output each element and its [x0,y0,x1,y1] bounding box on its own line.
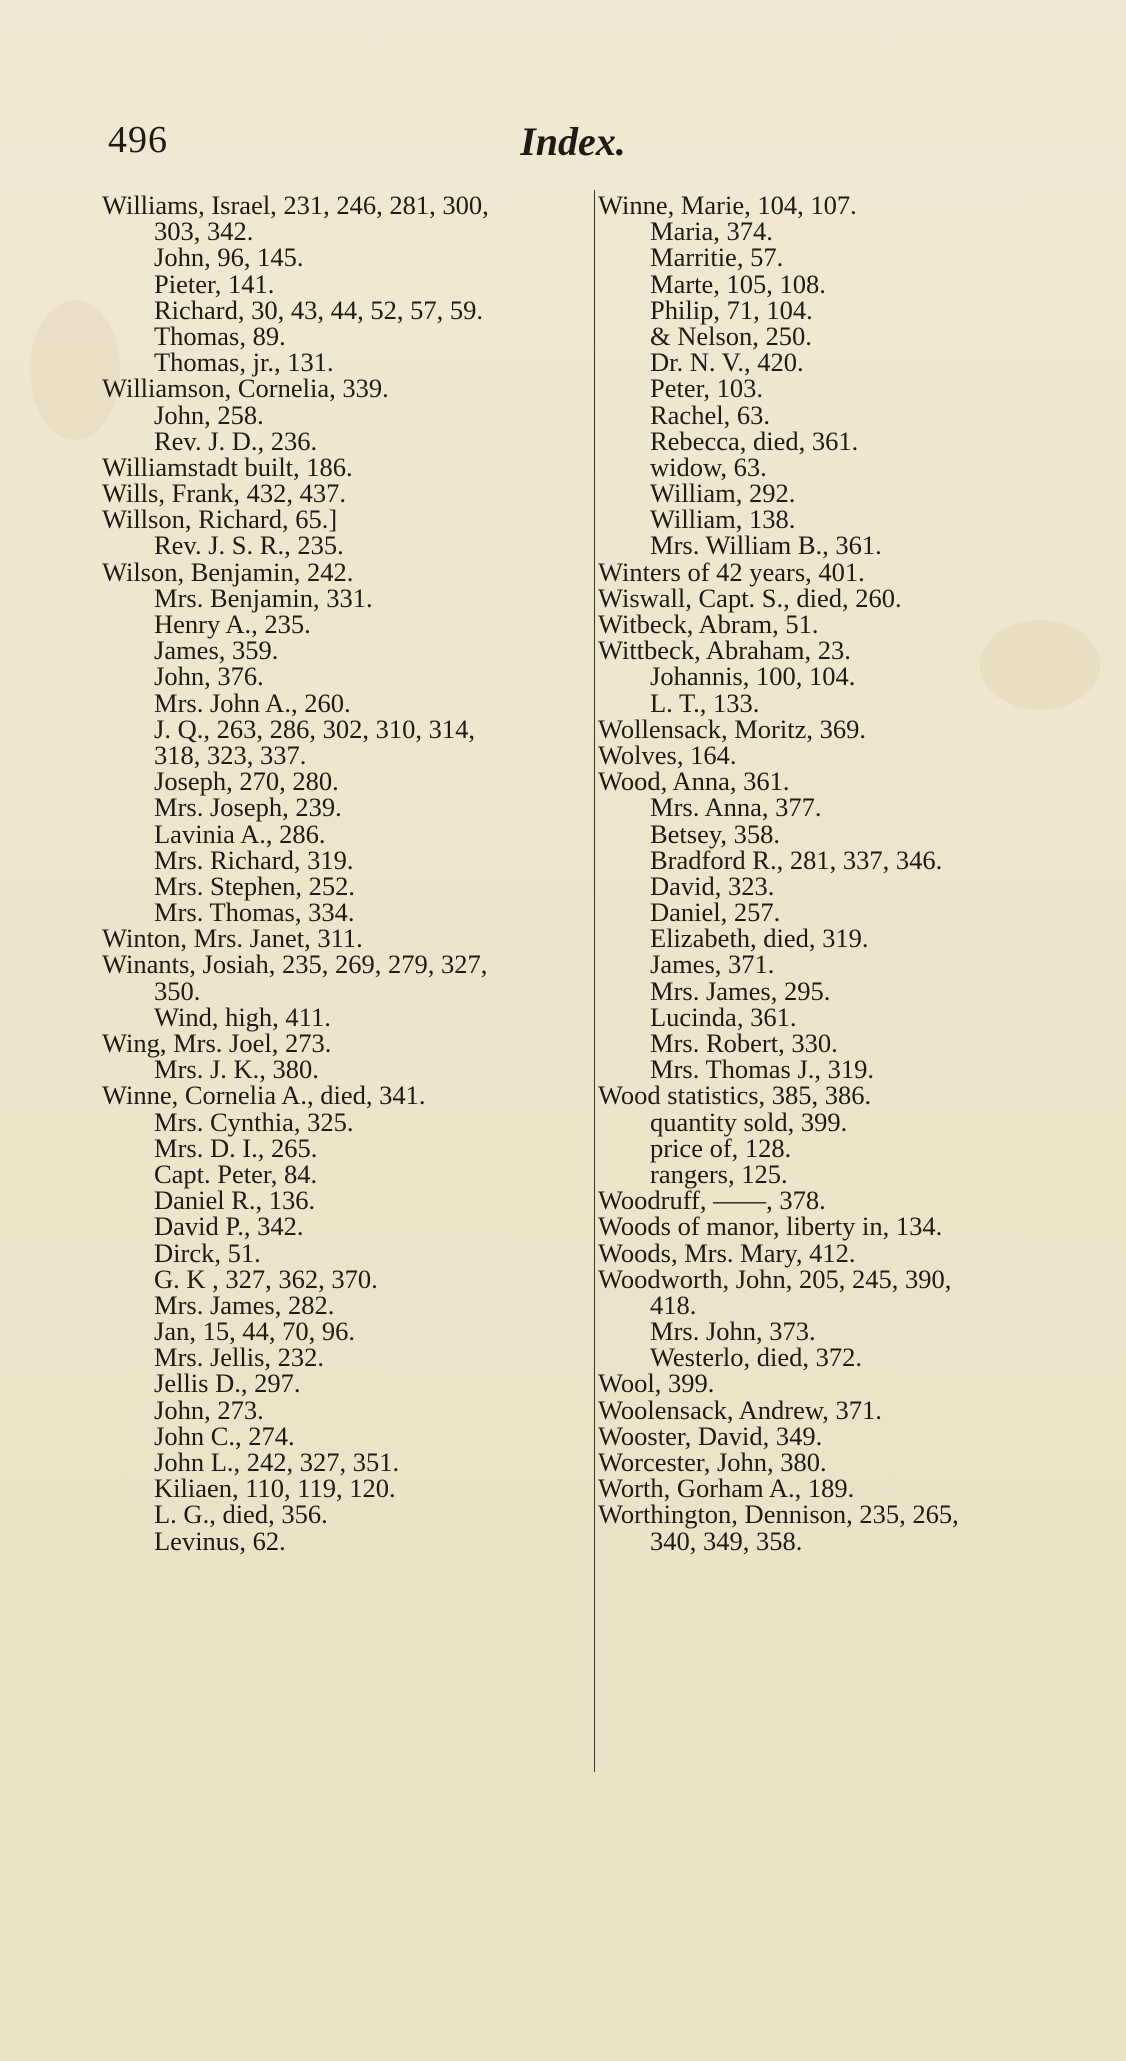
index-column-right [598,192,1068,1554]
index-subentry: Joseph, 270, 280. [154,766,339,797]
index-subentry: Rebecca, died, 361. [650,425,859,456]
index-subentry: Johannis, 100, 104. [650,661,856,692]
index-subentry: James, 359. [154,635,279,666]
index-subentry: Jan, 15, 44, 70, 96. [154,1316,355,1347]
index-subentry: Westerlo, died, 372. [650,1342,863,1373]
index-entry: Wilson, Benjamin, 242. [102,556,354,587]
index-subentry: price of, 128. [650,1132,792,1163]
index-subentry: Pieter, 141. [154,268,275,299]
index-subentry: John C., 274. [154,1420,295,1451]
index-subentry: Jellis D., 297. [154,1368,301,1399]
index-entry: Winton, Mrs. Janet, 311. [102,923,363,954]
index-subentry: Mrs. William B., 361. [650,530,882,561]
index-entry: Winants, Josiah, 235, 269, 279, 327, [102,949,488,980]
index-subentry: David, 323. [650,870,775,901]
index-entry: Winters of 42 years, 401. [598,556,865,587]
index-entry: Woodworth, John, 205, 245, 390, [598,1263,952,1294]
index-subentry: J. Q., 263, 286, 302, 310, 314, [154,713,475,744]
index-subentry: Kiliaen, 110, 119, 120. [154,1473,396,1504]
index-subentry: Mrs. Cynthia, 325. [154,1106,354,1137]
index-entry: Williamson, Cornelia, 339. [102,373,389,404]
index-subentry: James, 371. [650,949,775,980]
index-subentry: Mrs. Stephen, 252. [154,870,355,901]
index-entry: Worth, Gorham A., 189. [598,1473,855,1504]
index-entry-continuation: 340, 349, 358. [650,1525,803,1556]
index-subentry: Richard, 30, 43, 44, 52, 57, 59. [154,294,484,325]
index-entry-continuation: 418. [650,1289,697,1320]
index-subentry: Mrs. Joseph, 239. [154,792,342,823]
index-subentry: John, 273. [154,1394,264,1425]
index-subentry: Peter, 103. [650,373,764,404]
index-subentry: Mrs. D. I., 265. [154,1132,318,1163]
column-divider [594,190,595,1772]
index-subentry: Mrs. Thomas, 334. [154,897,355,928]
index-subentry: Betsey, 358. [650,818,781,849]
index-entry: Worcester, John, 380. [598,1447,827,1477]
index-subentry: Mrs. John, 373. [650,1316,816,1347]
index-subentry: Marritie, 57. [650,242,784,273]
index-subentry: Bradford R., 281, 337, 346. [650,844,943,875]
index-subentry: quantity sold, 399. [650,1106,848,1137]
index-subentry: Philip, 71, 104. [650,294,813,325]
index-subentry: widow, 63. [650,451,767,482]
index-entry: Woods, Mrs. Mary, 412. [598,1237,856,1268]
index-subentry: William, 292. [650,478,796,509]
index-subentry: Maria, 374. [650,216,773,247]
index-subentry: Thomas, 89. [154,320,286,351]
index-entry: Witbeck, Abram, 51. [598,609,819,639]
index-subentry: Elizabeth, died, 319. [650,923,869,954]
index-entry: Woolensack, Andrew, 371. [598,1394,882,1425]
index-subentry: David P., 342. [154,1211,304,1242]
index-subentry: Wind, high, 411. [154,1001,331,1032]
index-subentry: John, 376. [154,661,264,692]
index-subentry: Rev. J. D., 236. [154,425,318,456]
index-subentry: Mrs. John A., 260. [154,687,351,718]
index-subentry: John L., 242, 327, 351. [154,1447,400,1477]
index-subentry: & Nelson, 250. [650,320,812,351]
index-entry: Williamstadt built, 186. [102,451,353,482]
index-subentry: Mrs. Richard, 319. [154,844,354,875]
index-subentry: John, 258. [154,399,264,430]
index-entry: Wills, Frank, 432, 437. [102,478,347,509]
index-entry: Wollensack, Moritz, 369. [598,713,866,744]
index-entry: Wool, 399. [598,1368,715,1399]
index-subentry: William, 138. [650,504,796,535]
index-subentry: Dirck, 51. [154,1237,261,1268]
index-entry: Williams, Israel, 231, 246, 281, 300, [102,190,489,220]
index-subentry: Lavinia A., 286. [154,818,326,849]
index-entry: Wing, Mrs. Joel, 273. [102,1028,332,1058]
index-entry: Winne, Cornelia A., died, 341. [102,1080,426,1111]
index-subentry: Daniel R., 136. [154,1185,316,1216]
index-subentry: Mrs. J. K., 380. [154,1054,319,1085]
index-entry: Wiswall, Capt. S., died, 260. [598,582,902,613]
index-subentry: Daniel, 257. [650,897,781,928]
index-entry: Woodruff, ——, 378. [598,1185,826,1216]
index-entry: Wittbeck, Abraham, 23. [598,635,851,666]
index-subentry: Dr. N. V., 420. [650,347,804,378]
page-header [108,118,1038,168]
index-subentry: Thomas, jr., 131. [154,347,334,378]
page-number: 496 [108,119,168,161]
index-subentry: Levinus, 62. [154,1525,286,1556]
index-subentry: L. G., died, 356. [154,1499,328,1530]
index-entry: Winne, Marie, 104, 107. [598,190,857,220]
index-subentry: Mrs. James, 295. [650,975,831,1006]
index-subentry: Mrs. Anna, 377. [650,792,822,823]
index-entry: Wolves, 164. [598,739,737,770]
index-subentry: Mrs. Robert, 330. [650,1028,838,1058]
index-entry: Wooster, David, 349. [598,1420,823,1451]
index-subentry: Capt. Peter, 84. [154,1158,318,1189]
index-subentry: rangers, 125. [650,1158,788,1189]
index-subentry: John, 96, 145. [154,242,304,273]
index-subentry: G. K , 327, 362, 370. [154,1263,378,1294]
index-subentry: L. T., 133. [650,687,760,718]
index-subentry: Rev. J. S. R., 235. [154,530,344,561]
index-entry-continuation: 318, 323, 337. [154,739,307,770]
index-subentry: Mrs. Thomas J., 319. [650,1054,875,1085]
index-entry: Wood statistics, 385, 386. [598,1080,872,1111]
index-subentry: Mrs. Jellis, 232. [154,1342,325,1373]
index-entry-continuation: 303, 342. [154,216,254,247]
index-entry-continuation: 350. [154,975,201,1006]
index-column-left [102,192,592,1554]
running-head: Index. [520,119,626,164]
index-entry: Willson, Richard, 65.] [102,504,338,535]
index-subentry: Henry A., 235. [154,609,311,639]
index-entry: Woods of manor, liberty in, 134. [598,1211,943,1242]
index-entry: Wood, Anna, 361. [598,766,790,797]
index-subentry: Rachel, 63. [650,399,770,430]
index-subentry: Mrs. James, 282. [154,1289,335,1320]
index-subentry: Lucinda, 361. [650,1001,797,1032]
index-entry: Worthington, Dennison, 235, 265, [598,1499,959,1530]
index-subentry: Marte, 105, 108. [650,268,826,299]
index-subentry: Mrs. Benjamin, 331. [154,582,373,613]
